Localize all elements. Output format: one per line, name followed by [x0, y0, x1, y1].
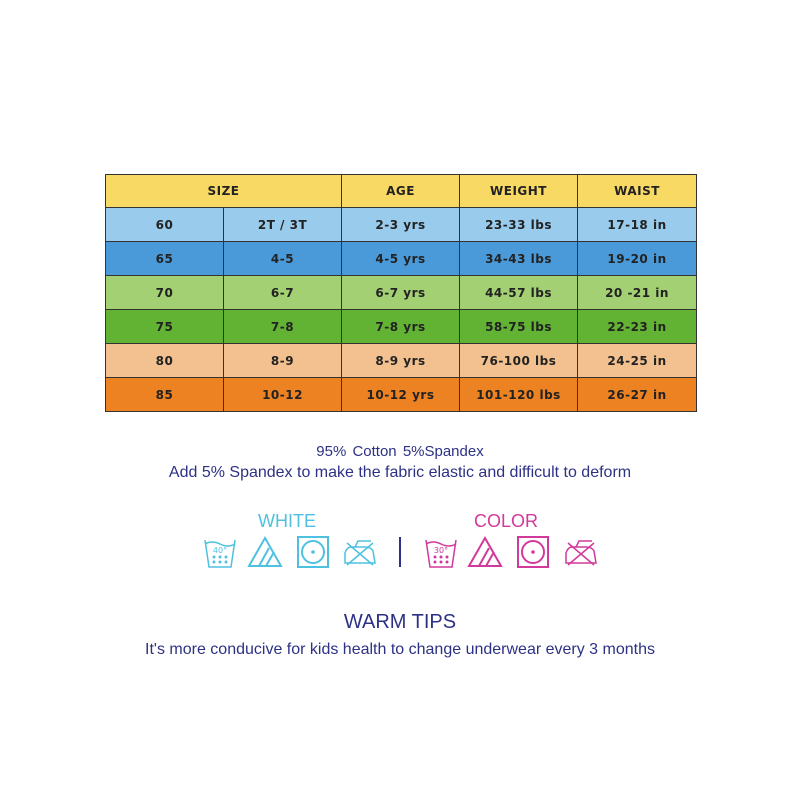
cell-weight: 58-75 lbs — [460, 310, 578, 344]
cell-waist: 20 -21 in — [578, 276, 697, 310]
wash-tub-icon — [424, 535, 458, 569]
cell-weight: 34-43 lbs — [460, 242, 578, 276]
cell-weight: 44-57 lbs — [460, 276, 578, 310]
table-row — [106, 276, 697, 310]
cell-weight: 23-33 lbs — [460, 208, 578, 242]
cell-size-cm: 60 — [106, 208, 224, 242]
cell-age: 6-7 yrs — [342, 276, 460, 310]
cell-size-label: 4-5 — [224, 242, 342, 276]
table-row — [106, 310, 697, 344]
cell-size-cm: 75 — [106, 310, 224, 344]
wash-temp-label: 40° — [212, 546, 228, 555]
care-divider — [399, 537, 401, 567]
cell-size-cm: 80 — [106, 344, 224, 378]
cell-size-label: 2T / 3T — [224, 208, 342, 242]
cell-size-label: 7-8 — [224, 310, 342, 344]
cell-size-label: 6-7 — [224, 276, 342, 310]
table-row — [106, 378, 697, 412]
bleach-triangle-icon — [247, 535, 283, 569]
table-row — [106, 208, 697, 242]
tumble-dry-icon — [516, 535, 550, 569]
cell-waist: 26-27 in — [578, 378, 697, 412]
cell-weight: 76-100 lbs — [460, 344, 578, 378]
cell-age: 8-9 yrs — [342, 344, 460, 378]
table-row — [106, 242, 697, 276]
iron-crossed-icon — [562, 535, 600, 569]
wash-temp-label: 30° — [433, 546, 449, 555]
cell-size-label: 10-12 — [224, 378, 342, 412]
cell-age: 2-3 yrs — [342, 208, 460, 242]
header-age: AGE — [342, 175, 460, 208]
color-care-label: COLOR — [474, 511, 539, 531]
cell-waist: 17-18 in — [578, 208, 697, 242]
table-header-row — [106, 175, 697, 208]
cell-size-cm: 85 — [106, 378, 224, 412]
cell-age: 4-5 yrs — [342, 242, 460, 276]
header-weight: WEIGHT — [460, 175, 578, 208]
cell-weight: 101-120 lbs — [460, 378, 578, 412]
table-row — [106, 344, 697, 378]
cell-size-label: 8-9 — [224, 344, 342, 378]
bleach-triangle-icon — [467, 535, 503, 569]
tumble-dry-icon — [296, 535, 330, 569]
cell-waist: 24-25 in — [578, 344, 697, 378]
white-care-label: WHITE — [258, 511, 316, 531]
wash-tub-icon — [203, 535, 237, 569]
size-chart-table — [105, 174, 697, 412]
cell-age: 7-8 yrs — [342, 310, 460, 344]
cell-waist: 19-20 in — [578, 242, 697, 276]
iron-crossed-icon — [341, 535, 379, 569]
warm-tips-title: WARM TIPS — [343, 611, 457, 633]
cell-waist: 22-23 in — [578, 310, 697, 344]
warm-tips-text: It's more conducive for kids health to change underwear every 3 months — [145, 641, 655, 658]
fabric-description: Add 5% Spandex to make the fabric elastic and difficult to deform — [168, 464, 632, 481]
header-waist: WAIST — [578, 175, 697, 208]
cell-size-cm: 70 — [106, 276, 224, 310]
fabric-composition: 95% Cotton 5%Spandex — [316, 443, 484, 460]
cell-age: 10-12 yrs — [342, 378, 460, 412]
header-size: SIZE — [106, 175, 342, 208]
cell-size-cm: 65 — [106, 242, 224, 276]
